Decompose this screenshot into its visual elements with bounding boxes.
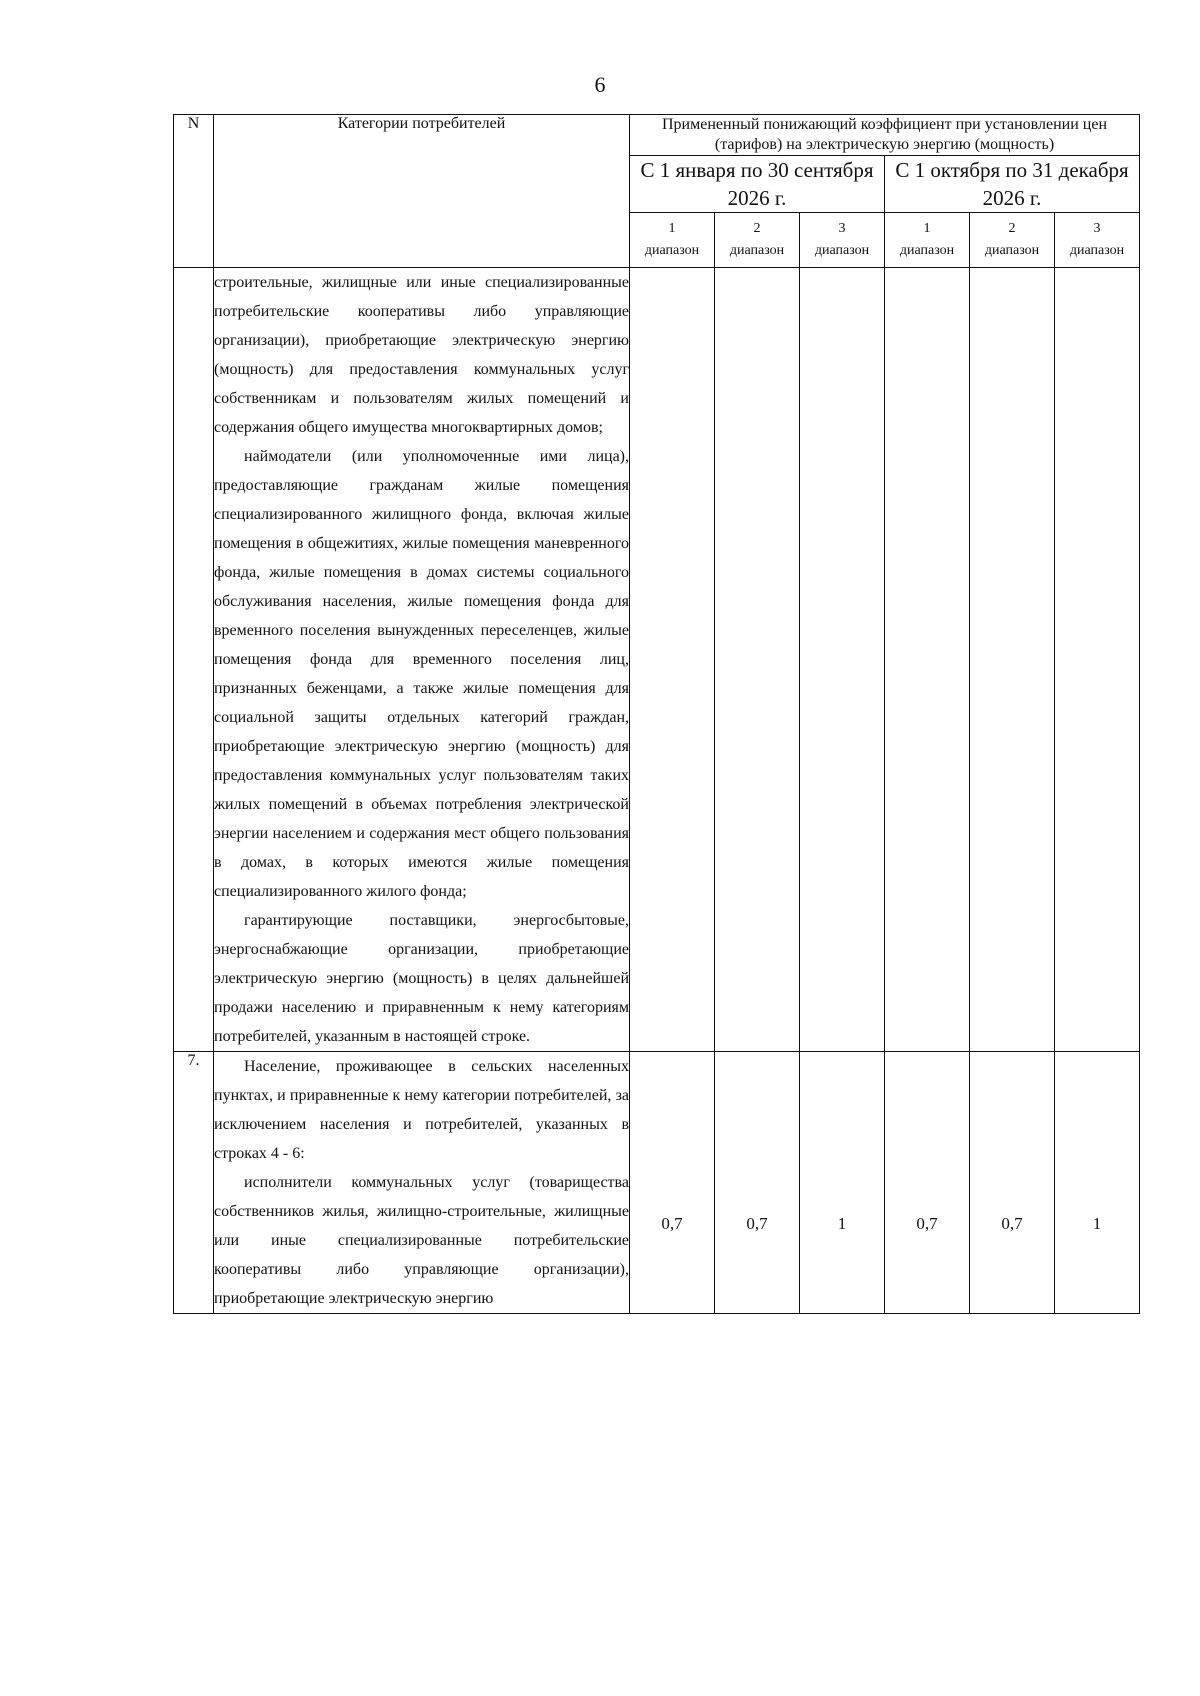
paragraph: строительные, жилищные или иные специализированные потребительские кооперативы либо управляющие организации), приобретающие электрическую энергию (мощность) для предоставления коммунальных услуг собственникам и пользователям жилых помещений и содержания общего имущества многоквартирных домов; bbox=[214, 274, 629, 436]
header-categories: Категории потребителей bbox=[214, 115, 630, 268]
header-period-2: С 1 октября по 31 декабря 2026 г. bbox=[885, 156, 1140, 213]
header-period-1: С 1 января по 30 сентября 2026 г. bbox=[630, 156, 885, 213]
header-row-1 bbox=[174, 115, 1140, 156]
header-range: 2 диапазон bbox=[970, 213, 1055, 268]
value-cell bbox=[630, 268, 715, 1052]
header-coefficient: Примененный понижающий коэффициент при установлении цен (тарифов) на электрическую энергию (мощность) bbox=[630, 115, 1140, 156]
coefficients-table bbox=[173, 114, 1140, 1314]
paragraph: Население, проживающее в сельских населенных пунктах, и приравненные к нему категории потребителей, за исключением населения и потребителей, указанных в строках 4 - 6: bbox=[214, 1058, 629, 1162]
category-text-row-7 bbox=[214, 1052, 630, 1314]
value-cell: 0,7 bbox=[885, 1052, 970, 1314]
page-number: 6 bbox=[594, 72, 606, 97]
paragraph: исполнители коммунальных услуг (товарищества собственников жилья, жилищно-строительные, жилищные или иные специализированные потребительские кооперативы либо управляющие организации), приобретающие электрическую энергию bbox=[214, 1174, 629, 1307]
value-cell bbox=[800, 268, 885, 1052]
value-cell: 1 bbox=[800, 1052, 885, 1314]
value-cell: 0,7 bbox=[715, 1052, 800, 1314]
table-row-continued bbox=[174, 268, 1140, 1052]
value-cell bbox=[885, 268, 970, 1052]
value-cell: 1 bbox=[1055, 1052, 1140, 1314]
header-range: 1 диапазон bbox=[885, 213, 970, 268]
header-range: 3 диапазон bbox=[800, 213, 885, 268]
header-range: 3 диапазон bbox=[1055, 213, 1140, 268]
paragraph: гарантирующие поставщики, энергосбытовые, энергоснабжающие организации, приобретающие электрическую энергию (мощность) в целях дальнейшей продажи населению и приравненным к нему категориям потребителей, указанным в настоящей строке. bbox=[214, 912, 629, 1045]
row-number-empty bbox=[174, 268, 214, 1052]
value-cell bbox=[970, 268, 1055, 1052]
header-n: N bbox=[174, 115, 214, 268]
header-range: 1 диапазон bbox=[630, 213, 715, 268]
table-row-7 bbox=[174, 1052, 1140, 1314]
value-cell: 0,7 bbox=[970, 1052, 1055, 1314]
row-number: 7. bbox=[174, 1052, 214, 1314]
header-range: 2 диапазон bbox=[715, 213, 800, 268]
category-text-continued bbox=[214, 268, 630, 1052]
value-cell bbox=[715, 268, 800, 1052]
paragraph: наймодатели (или уполномоченные ими лица), предоставляющие гражданам жилые помещения специализированного жилищного фонда, включая жилые помещения в общежитиях, жилые помещения маневренного фонда, жилые помещения в домах системы социального обслуживания населения, жилые помещения фонда для временного поселения вынужденных переселенцев, жилые помещения фонда для временного поселения лиц, признанных беженцами, а также жилые помещения для социальной защиты отдельных категорий граждан, приобретающие электрическую энергию (мощность) для предоставления коммунальных услуг пользователям таких жилых помещений в объемах потребления электрической энергии населением и содержания мест общего пользования в домах, в которых имеются жилые помещения специализированного жилого фонда; bbox=[214, 448, 629, 900]
value-cell: 0,7 bbox=[630, 1052, 715, 1314]
value-cell bbox=[1055, 268, 1140, 1052]
